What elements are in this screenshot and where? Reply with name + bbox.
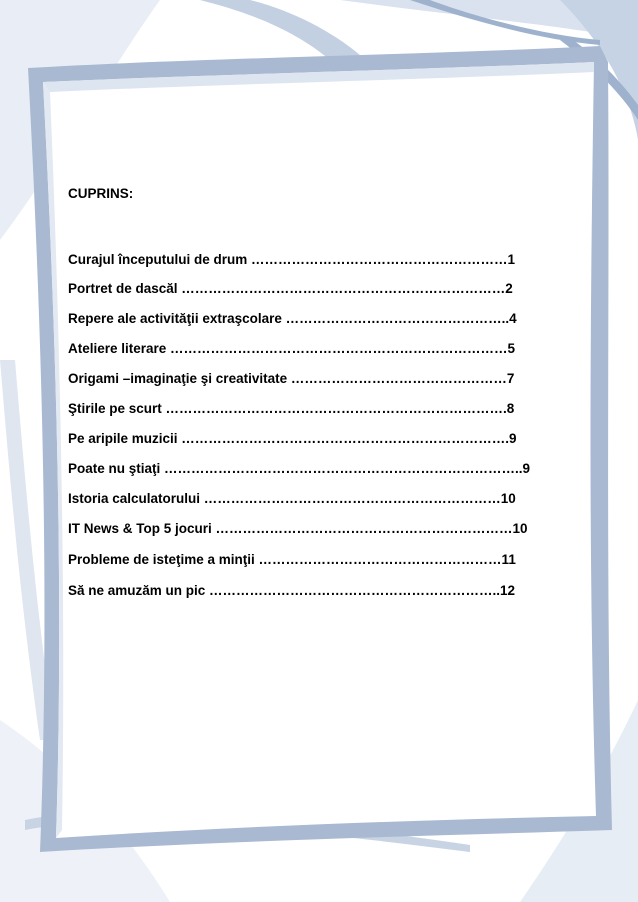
toc-entry: Curajul începutului de drum …………………………………………………1 (68, 252, 516, 267)
toc-entry: Origami –imaginaţie şi creativitate …………………………………………7 (68, 371, 515, 386)
toc-entry: Portret de dascăl ………………………………………………………………2 (68, 281, 513, 296)
page-title: CUPRINS: (68, 186, 134, 201)
toc-entry: Ateliere literare …………………………………………………………………5 (68, 341, 516, 356)
toc-entry: IT News & Top 5 jocuri …………………………………………………………10 (68, 521, 528, 536)
toc-entry: Poate nu ştiaţi ……………………………………………………………………..9 (68, 461, 531, 476)
toc-entry: Istoria calculatorului …………………………………………………………10 (68, 491, 516, 506)
toc-entry: Pe aripile muzicii ……………………………………………………………….9 (68, 431, 517, 446)
toc-entry: Ştirile pe scurt ………………………………………………………………….8 (68, 401, 515, 416)
toc-entry: Repere ale activităţii extraşcolare …………………………………………..4 (68, 311, 517, 326)
toc-entry: Să ne amuzăm un pic ………………………………………………………..12 (68, 583, 516, 598)
toc-entry: Probleme de isteţime a minţii ………………………………………………11 (68, 552, 516, 567)
